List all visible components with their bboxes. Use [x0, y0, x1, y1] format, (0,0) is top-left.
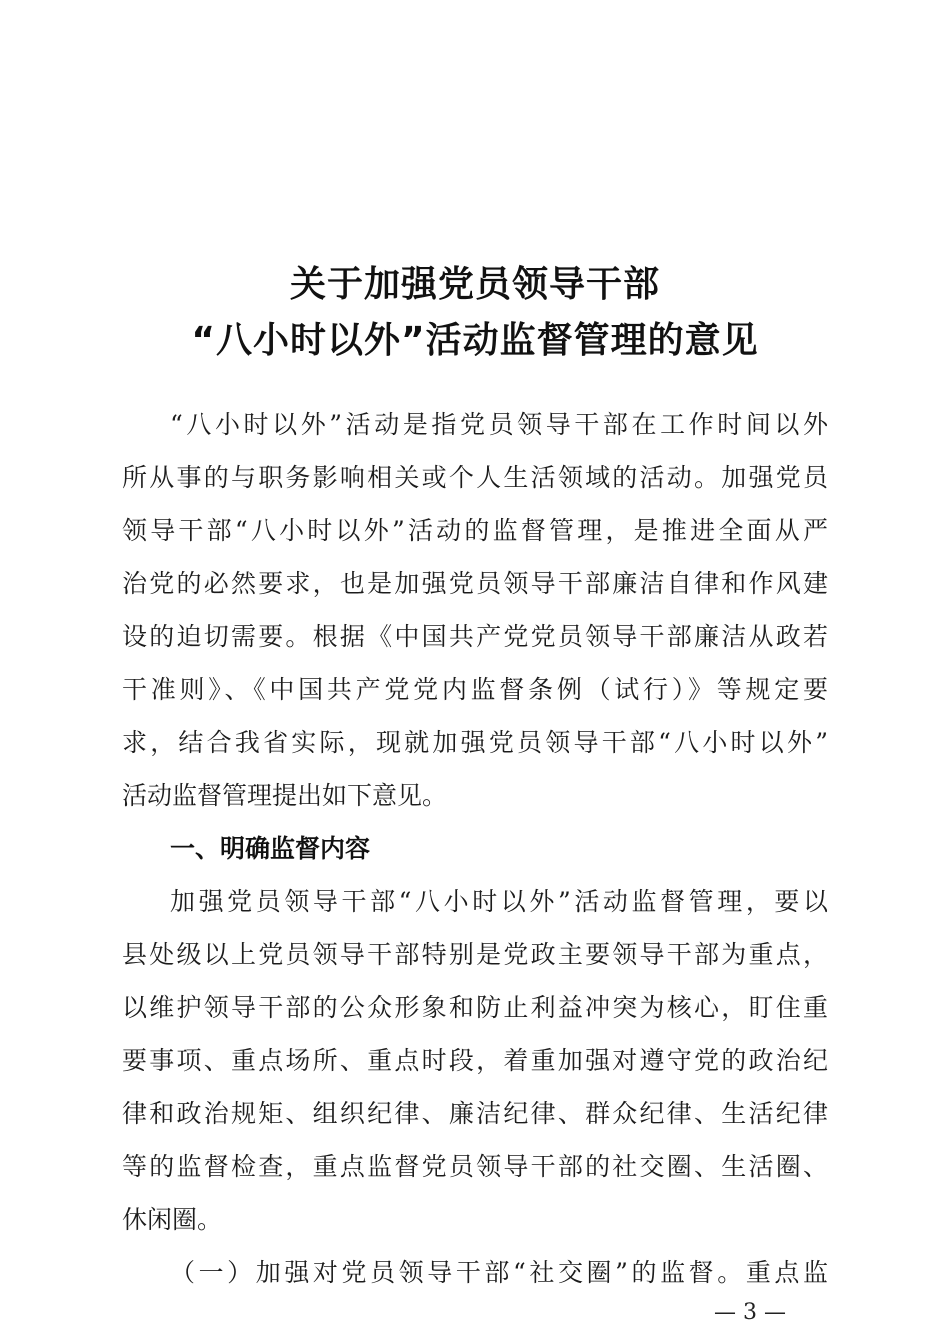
section-body-line-4: 要事项、重点场所、重点时段，着重加强对遵守党的政治纪	[122, 1046, 828, 1075]
subsection-line-1: （一）加强对党员领导干部“社交圈”的监督。重点监	[170, 1258, 828, 1287]
page-number: — 3 —	[714, 1300, 786, 1325]
document-title-line-1: 关于加强党员领导干部	[289, 264, 660, 305]
section-body-line-6: 等的监督检查，重点监督党员领导干部的社交圈、生活圈、	[122, 1152, 828, 1181]
section-body-line-2: 县处级以上党员领导干部特别是党政主要领导干部为重点，	[122, 940, 828, 969]
document-title-line-2: “八小时以外”活动监督管理的意见	[191, 320, 759, 361]
section-body-line-5: 律和政治规矩、组织纪律、廉洁纪律、群众纪律、生活纪律	[122, 1099, 828, 1128]
intro-line-6: 干准则》、《中国共产党党内监督条例（试行）》等规定要	[122, 675, 828, 704]
intro-line-8: 活动监督管理提出如下意见。	[122, 781, 448, 810]
intro-line-3: 领导干部“八小时以外”活动的监督管理，是推进全面从严	[122, 516, 828, 545]
intro-line-1: “八小时以外”活动是指党员领导干部在工作时间以外	[170, 410, 828, 439]
intro-line-5: 设的迫切需要。根据《中国共产党党员领导干部廉洁从政若	[122, 622, 828, 651]
section-heading: 一、明确监督内容	[170, 834, 371, 863]
intro-line-2: 所从事的与职务影响相关或个人生活领域的活动。加强党员	[122, 463, 828, 492]
intro-line-7: 求，结合我省实际，现就加强党员领导干部“八小时以外”	[122, 728, 828, 757]
section-body-line-3: 以维护领导干部的公众形象和防止利益冲突为核心，盯住重	[122, 993, 828, 1022]
section-body-line-1: 加强党员领导干部“八小时以外”活动监督管理，要以	[170, 887, 828, 916]
intro-line-4: 治党的必然要求，也是加强党员领导干部廉洁自律和作风建	[122, 569, 828, 598]
section-body-line-7: 休闲圈。	[122, 1205, 223, 1234]
